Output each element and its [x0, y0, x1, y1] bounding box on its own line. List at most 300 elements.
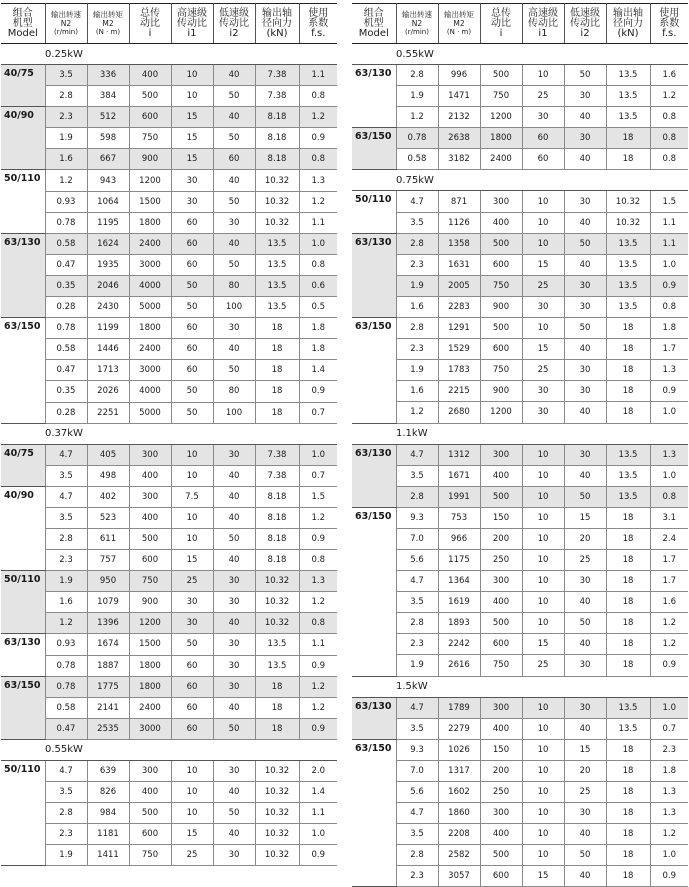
data-cell: 8.18 — [255, 486, 299, 507]
data-cell: 13.5 — [606, 275, 650, 296]
data-cell: 18 — [606, 128, 650, 149]
data-cell: 750 — [480, 655, 522, 676]
data-cell: 0.78 — [45, 655, 87, 676]
data-cell: 30 — [564, 444, 606, 465]
table-row — [352, 739, 688, 760]
data-cell: 4.7 — [396, 191, 438, 212]
column-header-line: 输出轴 — [262, 7, 292, 19]
data-cell: 2616 — [438, 655, 480, 676]
data-cell: 30 — [213, 634, 255, 655]
data-cell: 400 — [129, 465, 171, 486]
data-cell: 20 — [564, 760, 606, 781]
data-cell: 0.7 — [650, 718, 688, 739]
table-row — [1, 634, 337, 655]
table-row — [352, 718, 688, 739]
data-cell: 750 — [129, 571, 171, 592]
data-cell: 60 — [171, 212, 213, 233]
data-cell: 13.5 — [606, 86, 650, 107]
data-cell: 30 — [564, 381, 606, 402]
data-cell: 25 — [522, 360, 564, 381]
data-cell: 1446 — [87, 339, 129, 360]
data-cell: 1.0 — [650, 845, 688, 866]
data-cell: 0.47 — [45, 254, 87, 275]
data-cell: 2400 — [129, 233, 171, 254]
data-cell: 2.8 — [45, 86, 87, 107]
data-cell: 0.9 — [299, 128, 337, 149]
data-cell: 40 — [213, 782, 255, 803]
power-rating-row: 1.1kW — [352, 423, 688, 444]
data-cell: 10 — [171, 507, 213, 528]
data-cell: 50 — [213, 191, 255, 212]
data-cell: 750 — [480, 86, 522, 107]
table-row — [1, 718, 337, 739]
data-cell: 400 — [129, 507, 171, 528]
data-cell: 1126 — [438, 212, 480, 233]
data-cell: 1.2 — [45, 170, 87, 191]
column-header — [606, 4, 650, 44]
data-cell: 25 — [564, 549, 606, 570]
data-cell: 300 — [480, 444, 522, 465]
data-cell: 336 — [87, 65, 129, 86]
data-cell: 1.2 — [299, 592, 337, 613]
data-cell: 2638 — [438, 128, 480, 149]
data-cell: 50 — [171, 402, 213, 423]
table-row — [1, 697, 337, 718]
data-cell: 1.3 — [650, 803, 688, 824]
column-header — [129, 4, 171, 44]
data-cell: 18 — [606, 760, 650, 781]
data-cell: 1.2 — [299, 191, 337, 212]
column-header-line: 使用 — [659, 7, 680, 19]
data-cell: 1.2 — [299, 697, 337, 718]
data-cell: 500 — [480, 845, 522, 866]
column-header-line: i2 — [580, 27, 590, 39]
table-row — [1, 339, 337, 360]
data-cell: 30 — [171, 613, 213, 634]
data-cell: 50 — [213, 86, 255, 107]
data-cell: 0.58 — [45, 233, 87, 254]
data-cell: 40 — [213, 465, 255, 486]
data-cell: 1.9 — [396, 275, 438, 296]
data-cell: 498 — [87, 465, 129, 486]
table-row — [1, 676, 337, 697]
data-cell: 0.9 — [650, 275, 688, 296]
table-row — [352, 803, 688, 824]
data-cell: 1.4 — [299, 360, 337, 381]
data-cell: 1200 — [480, 402, 522, 423]
data-cell: 900 — [480, 381, 522, 402]
data-cell: 10.32 — [255, 824, 299, 845]
data-cell: 500 — [129, 803, 171, 824]
data-cell: 400 — [129, 65, 171, 86]
data-cell: 7.38 — [255, 444, 299, 465]
model-cell: 63/130 — [352, 65, 396, 128]
data-cell: 50 — [213, 128, 255, 149]
data-cell: 3.5 — [396, 824, 438, 845]
table-row — [1, 803, 337, 824]
data-cell: 1200 — [129, 613, 171, 634]
data-cell: 10 — [171, 528, 213, 549]
data-cell: 10 — [522, 697, 564, 718]
data-cell: 405 — [87, 444, 129, 465]
data-cell: 60 — [171, 318, 213, 339]
data-cell: 1.9 — [396, 655, 438, 676]
data-cell: 8.18 — [255, 107, 299, 128]
data-cell: 40 — [213, 339, 255, 360]
data-cell: 1.7 — [650, 549, 688, 570]
data-cell: 18 — [606, 507, 650, 528]
data-cell: 5.6 — [396, 549, 438, 570]
table-row — [1, 782, 337, 803]
column-header-line: 低速级 — [219, 7, 249, 19]
data-cell: 1.6 — [396, 381, 438, 402]
data-cell: 1199 — [87, 318, 129, 339]
model-cell: 63/150 — [1, 318, 45, 423]
data-cell: 0.78 — [396, 128, 438, 149]
column-header — [396, 4, 438, 44]
data-cell: 10.32 — [606, 212, 650, 233]
column-header-line: 输出转矩 — [93, 10, 123, 19]
data-cell: 950 — [87, 571, 129, 592]
data-cell: 150 — [480, 507, 522, 528]
column-header-line: 总传 — [140, 7, 160, 19]
data-cell: 0.9 — [650, 655, 688, 676]
data-cell: 1291 — [438, 318, 480, 339]
data-cell: 18 — [255, 381, 299, 402]
table-row — [352, 128, 688, 149]
data-cell: 25 — [522, 655, 564, 676]
table-row — [352, 191, 688, 212]
column-header-line: 传动比 — [570, 17, 600, 29]
table-row — [352, 254, 688, 275]
table-row — [1, 550, 337, 571]
data-cell: 18 — [255, 360, 299, 381]
data-cell: 2582 — [438, 845, 480, 866]
table-row — [352, 381, 688, 402]
data-cell: 1.9 — [45, 128, 87, 149]
data-cell: 15 — [171, 550, 213, 571]
data-cell: 10 — [522, 191, 564, 212]
data-cell: 50 — [213, 718, 255, 739]
table-row — [1, 465, 337, 486]
data-cell: 18 — [606, 613, 650, 634]
data-cell: 1.2 — [650, 634, 688, 655]
column-header-line: 使用 — [308, 7, 329, 19]
data-cell: 2535 — [87, 718, 129, 739]
data-cell: 2215 — [438, 381, 480, 402]
power-rating-row: 0.37kW — [1, 423, 337, 444]
power-rating-row: 0.55kW — [1, 739, 337, 760]
data-cell: 60 — [171, 254, 213, 275]
column-header — [171, 4, 213, 44]
data-cell: 1079 — [87, 592, 129, 613]
data-cell: 1026 — [438, 739, 480, 760]
data-cell: 523 — [87, 507, 129, 528]
table-row — [1, 360, 337, 381]
data-cell: 1.3 — [299, 170, 337, 191]
table-row — [1, 254, 337, 275]
data-cell: 10 — [522, 233, 564, 254]
data-cell: 50 — [564, 613, 606, 634]
spec-table-right — [352, 3, 688, 887]
data-cell: 1674 — [87, 634, 129, 655]
column-header-line: 机型 — [363, 17, 384, 29]
data-cell: 0.8 — [299, 254, 337, 275]
data-cell: 60 — [171, 360, 213, 381]
data-cell: 40 — [564, 107, 606, 128]
table-row — [352, 360, 688, 381]
data-cell: 15 — [564, 739, 606, 760]
data-cell: 1789 — [438, 697, 480, 718]
data-cell: 2.8 — [396, 486, 438, 507]
column-header-line: 系数 — [659, 17, 680, 29]
data-cell: 1.0 — [299, 824, 337, 845]
table-row — [352, 465, 688, 486]
table-row — [352, 866, 688, 887]
data-cell: 1800 — [129, 655, 171, 676]
data-cell: 4.7 — [396, 571, 438, 592]
data-cell: 0.8 — [650, 128, 688, 149]
data-cell: 2.8 — [396, 845, 438, 866]
model-cell: 63/150 — [352, 128, 396, 170]
data-cell: 1.7 — [650, 339, 688, 360]
data-cell: 1860 — [438, 803, 480, 824]
data-cell: 1471 — [438, 86, 480, 107]
data-cell: 0.93 — [45, 191, 87, 212]
data-cell: 40 — [564, 592, 606, 613]
data-cell: 1.8 — [650, 318, 688, 339]
table-row — [1, 571, 337, 592]
data-cell: 40 — [213, 824, 255, 845]
data-cell: 600 — [129, 107, 171, 128]
data-cell: 1312 — [438, 444, 480, 465]
data-cell: 10 — [171, 760, 213, 781]
data-cell: 1671 — [438, 465, 480, 486]
column-header-line: i — [148, 27, 152, 39]
data-cell: 0.8 — [299, 613, 337, 634]
data-cell: 1364 — [438, 571, 480, 592]
data-cell: 50 — [564, 845, 606, 866]
data-cell: 30 — [564, 803, 606, 824]
data-cell: 7.38 — [255, 86, 299, 107]
table-row — [1, 149, 337, 170]
table-row — [352, 697, 688, 718]
model-cell: 50/110 — [1, 170, 45, 233]
column-header-line: i1 — [187, 27, 197, 39]
data-cell: 15 — [522, 634, 564, 655]
data-cell: 18 — [606, 402, 650, 423]
data-cell: 10.32 — [255, 845, 299, 866]
data-cell: 150 — [480, 739, 522, 760]
data-cell: 30 — [213, 212, 255, 233]
data-cell: 50 — [564, 486, 606, 507]
data-cell: 1.3 — [299, 571, 337, 592]
data-cell: 10 — [522, 465, 564, 486]
spec-table — [1, 3, 337, 866]
column-header-line: M2 — [102, 19, 114, 28]
column-header-line: N2 — [411, 19, 423, 28]
table-row — [352, 149, 688, 170]
column-header-line: 传动比 — [219, 17, 249, 29]
data-cell: 1.5 — [650, 191, 688, 212]
data-cell: 753 — [438, 507, 480, 528]
table-row — [1, 486, 337, 507]
data-cell: 10 — [522, 592, 564, 613]
data-cell: 30 — [213, 655, 255, 676]
column-header-line: 径向力 — [262, 17, 292, 29]
data-cell: 300 — [480, 191, 522, 212]
data-cell: 50 — [213, 360, 255, 381]
model-cell: 63/130 — [352, 233, 396, 317]
data-cell: 15 — [171, 824, 213, 845]
data-cell: 40 — [213, 233, 255, 254]
data-cell: 300 — [129, 760, 171, 781]
column-header-line: 动比 — [491, 17, 511, 29]
data-cell: 900 — [480, 296, 522, 317]
data-cell: 40 — [213, 697, 255, 718]
data-cell: 0.9 — [299, 381, 337, 402]
data-cell: 2400 — [480, 149, 522, 170]
data-cell: 1.3 — [650, 444, 688, 465]
data-cell: 1195 — [87, 212, 129, 233]
column-header-line: f.s. — [311, 27, 326, 39]
data-cell: 1358 — [438, 233, 480, 254]
data-cell: 826 — [87, 782, 129, 803]
data-cell: 80 — [213, 275, 255, 296]
data-cell: 0.8 — [299, 86, 337, 107]
column-header — [522, 4, 564, 44]
data-cell: 50 — [564, 65, 606, 86]
data-cell: 1.2 — [396, 402, 438, 423]
data-cell: 1.1 — [299, 212, 337, 233]
column-header-line: 输出转速 — [402, 10, 432, 19]
data-cell: 10.32 — [606, 191, 650, 212]
table-row — [352, 318, 688, 339]
column-header — [650, 4, 688, 44]
data-cell: 0.78 — [45, 676, 87, 697]
data-cell: 30 — [213, 592, 255, 613]
data-cell: 18 — [606, 149, 650, 170]
data-cell: 18 — [606, 824, 650, 845]
column-header-line: Model — [7, 27, 38, 39]
data-cell: 0.8 — [299, 550, 337, 571]
data-cell: 40 — [213, 170, 255, 191]
data-cell: 2026 — [87, 381, 129, 402]
data-cell: 10 — [171, 465, 213, 486]
data-cell: 300 — [480, 803, 522, 824]
data-cell: 50 — [564, 233, 606, 254]
data-cell: 9.3 — [396, 507, 438, 528]
data-cell: 30 — [213, 676, 255, 697]
data-cell: 2.3 — [45, 824, 87, 845]
column-header-line: i1 — [538, 27, 548, 39]
data-cell: 10 — [522, 760, 564, 781]
data-cell: 2.8 — [396, 318, 438, 339]
data-cell: 2.8 — [396, 233, 438, 254]
data-cell: 0.58 — [45, 339, 87, 360]
data-cell: 8.18 — [255, 507, 299, 528]
data-cell: 30 — [564, 697, 606, 718]
model-cell: 63/150 — [352, 318, 396, 423]
table-row — [352, 86, 688, 107]
data-cell: 10.32 — [255, 191, 299, 212]
data-cell: 10 — [171, 65, 213, 86]
data-cell: 15 — [171, 107, 213, 128]
data-cell: 2141 — [87, 697, 129, 718]
data-cell: 10 — [522, 613, 564, 634]
data-cell: 13.5 — [606, 65, 650, 86]
data-cell: 10 — [522, 549, 564, 570]
data-cell: 40 — [564, 149, 606, 170]
data-cell: 13.5 — [255, 655, 299, 676]
data-cell: 3.1 — [650, 507, 688, 528]
data-cell: 0.35 — [45, 381, 87, 402]
data-cell: 13.5 — [606, 254, 650, 275]
data-cell: 13.5 — [606, 486, 650, 507]
data-cell: 0.9 — [299, 655, 337, 676]
table-row — [352, 444, 688, 465]
data-cell: 30 — [522, 402, 564, 423]
model-cell: 63/130 — [352, 697, 396, 739]
data-cell: 200 — [480, 528, 522, 549]
data-cell: 2.3 — [396, 866, 438, 887]
table-row — [352, 549, 688, 570]
data-cell: 30 — [564, 360, 606, 381]
column-header-line: f.s. — [662, 27, 677, 39]
data-cell: 30 — [171, 592, 213, 613]
data-cell: 1.9 — [45, 571, 87, 592]
data-cell: 40 — [564, 718, 606, 739]
data-cell: 40 — [213, 486, 255, 507]
data-cell: 10.32 — [255, 803, 299, 824]
table-row — [1, 845, 337, 866]
data-cell: 1935 — [87, 254, 129, 275]
data-cell: 0.9 — [650, 381, 688, 402]
data-cell: 10 — [522, 444, 564, 465]
data-cell: 1.0 — [650, 697, 688, 718]
data-cell: 400 — [480, 718, 522, 739]
data-cell: 25 — [522, 275, 564, 296]
data-cell: 300 — [129, 486, 171, 507]
data-cell: 1.0 — [299, 233, 337, 254]
table-row — [1, 297, 337, 318]
data-cell: 5000 — [129, 402, 171, 423]
data-cell: 15 — [564, 507, 606, 528]
data-cell: 1.6 — [45, 592, 87, 613]
data-cell: 10 — [522, 318, 564, 339]
column-header-line: 传动比 — [528, 17, 558, 29]
data-cell: 40 — [213, 507, 255, 528]
data-cell: 30 — [564, 191, 606, 212]
data-cell: 30 — [213, 845, 255, 866]
data-cell: 10 — [522, 486, 564, 507]
data-cell: 10 — [171, 782, 213, 803]
data-cell: 7.0 — [396, 528, 438, 549]
table-row — [1, 381, 337, 402]
data-cell: 2132 — [438, 107, 480, 128]
data-cell: 1.2 — [299, 107, 337, 128]
data-cell: 0.78 — [45, 212, 87, 233]
data-cell: 984 — [87, 803, 129, 824]
data-cell: 0.93 — [45, 634, 87, 655]
data-cell: 1.4 — [299, 782, 337, 803]
data-cell: 600 — [480, 866, 522, 887]
data-cell: 40 — [564, 866, 606, 887]
data-cell: 18 — [255, 339, 299, 360]
data-cell: 18 — [606, 571, 650, 592]
data-cell: 5000 — [129, 297, 171, 318]
data-cell: 30 — [564, 655, 606, 676]
